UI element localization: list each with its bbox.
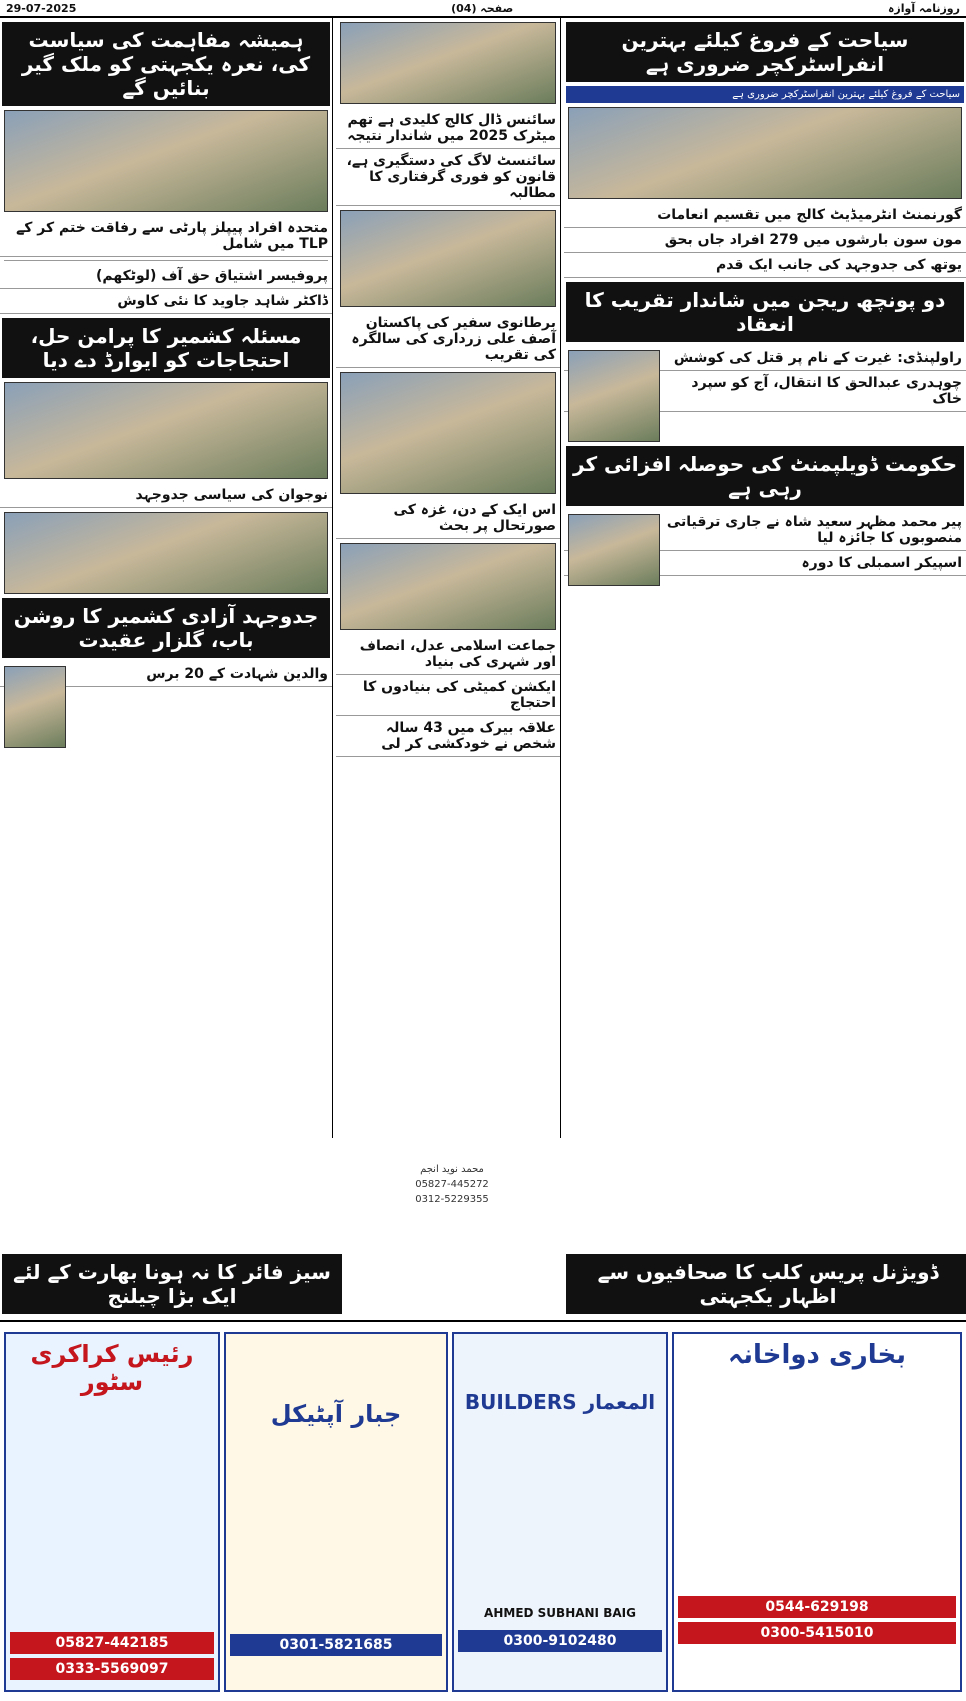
photo-left-1: [4, 110, 328, 212]
headline-right-2: دو پونچھ ریجن میں شاندار تقریب کا انعقاد: [566, 282, 964, 342]
photo-right-2: [568, 350, 660, 442]
masthead-bar: [0, 0, 966, 18]
subhead-right-1: گورنمنٹ انٹرمیڈیٹ کالج میں تقسیم انعامات: [564, 203, 966, 228]
headline-right-1: سیاحت کے فروغ کیلئے بہترین انفراسٹرکچر ضروری ہے: [566, 22, 964, 82]
ad-optical: [224, 1332, 448, 1692]
paper-name: روزنامہ آوازہ: [887, 1, 960, 15]
headline-left-2: مسئلہ کشمیر کا پرامن حل، احتجاجات کو ایوارڈ دے دیا: [2, 318, 330, 378]
subhead-right-4: راولپنڈی: غیرت کے نام پر قتل کی کوشش: [564, 346, 966, 371]
photo-right-1: [568, 107, 962, 199]
page-number: صفحہ (04): [451, 1, 514, 15]
subhead-right-3: یوتھ کی جدوجہد کی جانب ایک قدم: [564, 253, 966, 278]
photo-right-3: [568, 514, 660, 586]
editorial-phone-2: 0312-5229355: [415, 1194, 489, 1205]
ad4-phone-2: 0300-5415010: [678, 1622, 956, 1644]
headline-left-3: جدوجہد آزادی کشمیر کا روشن باب، گلزار عقیدت: [2, 598, 330, 658]
subhead-right-2: مون سون بارشوں میں 279 افراد جاں بحق: [564, 228, 966, 253]
column-right: [564, 18, 966, 1138]
ad2-title: جبار آپٹیکل: [270, 1400, 402, 1428]
ad4-phone-1: 0544-629198: [678, 1596, 956, 1618]
ad1-title: رئیس کراکری سٹور: [30, 1340, 194, 1396]
subhead-middle-6: علاقہ بیرک میں 43 سالہ شخص نے خودکشی کر لی: [336, 716, 560, 757]
headline-right-4: ڈویژنل پریس کلب کا صحافیوں سے اظہار یکجہتی: [566, 1254, 966, 1314]
subhead-right-6: پیر محمد مظہر سعید شاہ نے جاری ترقیاتی منصوبوں کا جائزہ لیا: [564, 510, 966, 551]
photo-middle-4: [340, 543, 556, 630]
ad-dawakhana: [672, 1332, 962, 1692]
subhead-left-5: والدین شہادت کے 20 برس: [0, 662, 332, 687]
issue-date: 29-07-2025: [6, 1, 77, 15]
headline-left-1: ہمیشہ مفاہمت کی سیاست کی، نعرہ یکجہتی کو ملک گیر بنائیں گے: [2, 22, 330, 106]
ads-section: [0, 1320, 966, 1701]
ad1-phone-1: 05827-442185: [10, 1632, 214, 1654]
photo-left-portrait: [4, 666, 66, 748]
photo-left-2: [4, 382, 328, 479]
ad4-title: بخاری دواخانہ: [727, 1340, 907, 1370]
photo-left-3: [4, 512, 328, 594]
bottom-stories: [0, 1140, 966, 1318]
editor-name: محمد نوید انجم: [420, 1164, 484, 1175]
bluebar-right-1: سیاحت کے فروغ کیلئے بہترین انفراسٹرکچر ضروری ہے: [566, 86, 964, 103]
photo-middle-1: [340, 22, 556, 104]
caption-middle-1: برطانوی سفیر کی پاکستان آصف علی زرداری کی سالگرہ کی تقریب: [336, 311, 560, 368]
subhead-middle-2: سائنسٹ لاگ کی دستگیری ہے، قانون کو فوری گرفتاری کا مطالبہ: [336, 149, 560, 206]
column-middle: [336, 18, 561, 1138]
editorial-box: [336, 1160, 568, 1209]
ad-crockery-store: [4, 1332, 220, 1692]
subhead-left-2: پروفیسر اشتیاق حق آف (لوٹکھم): [0, 264, 332, 289]
ad2-phone: 0301-5821685: [230, 1634, 442, 1656]
column-left: [0, 18, 333, 1138]
subhead-middle-3: اس ایک کے دن، غزہ کی صورتحال پر بحث: [336, 498, 560, 539]
ad-builders: [452, 1332, 668, 1692]
ad3-name: AHMED SUBHANI BAIG: [484, 1606, 636, 1620]
ad3-phone: 0300-9102480: [458, 1630, 662, 1652]
editorial-phone-1: 05827-445272: [415, 1179, 489, 1190]
subhead-left-1: متحدہ افراد پیپلز پارٹی سے رفاقت ختم کر کے TLP میں شامل: [0, 216, 332, 257]
ad1-phone-2: 0333-5569097: [10, 1658, 214, 1680]
photo-middle-3: [340, 372, 556, 494]
subhead-left-3: ڈاکٹر شاہد جاوید کا نئی کاوش: [0, 289, 332, 314]
footer-headline: سیز فائر کا نہ ہونا بھارت کے لئے ایک بڑا چیلنج: [2, 1254, 342, 1314]
photo-middle-2: [340, 210, 556, 307]
subhead-middle-5: ایکشن کمیٹی کی بنیادوں کا احتجاج: [336, 675, 560, 716]
ad3-title: المعمار BUILDERS: [464, 1390, 656, 1414]
subhead-right-5: چوہدری عبدالحق کا انتقال، آج کو سپرد خاک: [564, 371, 966, 412]
subhead-left-4: نوجوان کی سیاسی جدوجہد: [0, 483, 332, 508]
subhead-middle-4: جماعت اسلامی عدل، انصاف اور شہری کی بنیاد: [336, 634, 560, 675]
headline-right-3: حکومت ڈویلپمنٹ کی حوصلہ افزائی کر رہی ہے: [566, 446, 964, 506]
subhead-middle-1: سائنس ڈال کالج کلیدی ہے تھم میٹرک 2025 میں شاندار نتیجہ: [336, 108, 560, 149]
subhead-right-7: اسپیکر اسمبلی کا دورہ: [564, 551, 966, 576]
